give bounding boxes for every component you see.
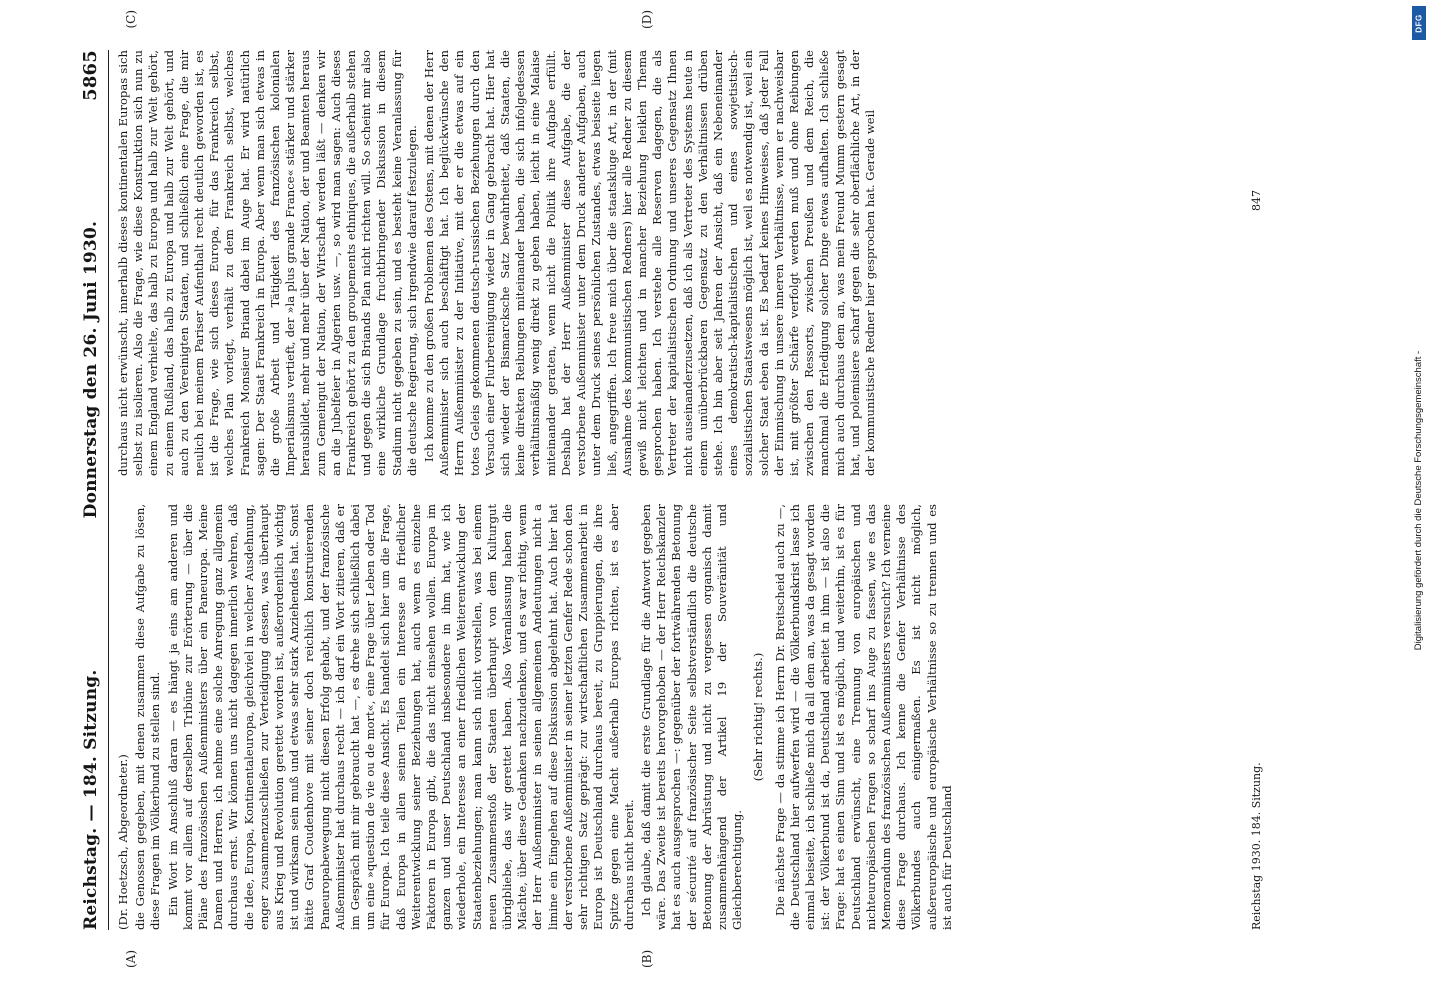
margin-marker-d: (D): [640, 10, 654, 29]
header-page-number: 5865: [80, 50, 101, 101]
speaker-line: (Dr. Hoetzsch, Abgeordneter.): [116, 754, 130, 930]
header-session: Reichstag. — 184. Sitzung.: [81, 669, 101, 930]
footer-page-number: 847: [1250, 190, 1263, 211]
margin-marker-c: (C): [124, 10, 138, 29]
margin-marker-a: (A): [124, 949, 138, 968]
digitization-credit: [1404, 0, 1434, 1000]
page-footer: [1250, 50, 1270, 930]
paragraph: durchaus nicht erwünscht, innerhalb dieses kontinentalen Europas sich selbst zu isolieren. Also die Frage, wie diese Konstruktion sich nun zu einem England verhielte, das halb zu Europa und halb zur Welt gehört, zu einem Rußland, das halb zu Europa und halb zur Welt gehört, und auch zu den Vereinigten Staaten, und schließlich eine Frage, die mir neulich bei meinem Pariser Aufenthalt recht deutlich geworden ist, es ist die Frage, wie sich dieses Europa, für das Frankreich selbst, welches Plan vorlegt, verhält zu dem Frankreich selbst, welches Frankreich Monsieur Briand dabei im Auge hat. Er wird natürlich sagen: Der Staat Frankreich in Europa. Aber wenn man sich etwas in die große Arbeit und Tätigkeit des französischen kolonialen Imperialismus vertieft, der »la plus grande France« stärker und stärker herausbildet, mehr und mehr über der Nation, der und Beamten heraus zum Gemeingut der Nation, der Wirtschaft werden läßt — denken wir an die Jubelfeier in Algerien usw. —, so wird man sagen: Auch dieses Frankreich gehört zu den groupements ethniques, die außerhalb stehen und gegen die sich Briands Plan nicht richten will. So scheint mir also eine wirkliche Grundlage fruchtbringender Diskussion in diesem Stadium nicht gegeben zu sein, und es besteht keine Veranlassung für die deutsche Regierung, sich irgendwie darauf festzulegen.: [116, 50, 419, 476]
page-header: [80, 50, 109, 930]
paragraph: Ich glaube, daß damit die erste Grundlage für die Antwort gegeben wäre. Das Zweite ist bereits hervorgehoben — der Herr Reichskanzler hat es auch ausgesprochen —: gegenüber der fortwährenden Betonung der sécurité auf französischer Seite selbstverständlich die deutsche Betonung der Abrüstung und nicht zu vergessen organisch damit zusammenhängend der Artikel 19 der Souveränität und Gleichberechtigung.: [638, 504, 745, 930]
header-date: Donnerstag den 26. Juni 1930.: [81, 220, 101, 519]
credit-text: Digitalisierung gefördert durch die Deutsche Forschungsgemeinschaft -: [1413, 350, 1425, 650]
dfg-logo-text: DFG: [1414, 13, 1424, 33]
footer-session: Reichstag 1930. 184. Sitzung.: [1250, 762, 1263, 930]
paragraph: Die nächste Frage — da stimme ich Herrn Dr. Breitscheid auch zu —, die Deutschland hier aufwerfen wird — die Völkerbundskrist lasse ich einmal beiseite, ich schließe mich da all dem an, was da gesagt worden ist: der Völkerbund ist da, Deutschland arbeitet in ihm — ist also die Frage: hat es einen Sinn und ist es möglich, und weiterhin, ist es für Deutschland erwünscht, eine Trennung von europäischen und nichteuropäischen Fragen so scharf ins Auge zu fassen, wie es das Memorandum des französischen Außenministers versucht? Ich verneine diese Frage durchaus. Ich kenne die Genfer Verhältnisse des Völkerbundes auch einigermaßen. Es ist nicht möglich, außereuropäische und europäische Verhältnisse so zu trennen und es ist auch für Deutschland: [772, 504, 954, 930]
text-columns: [116, 50, 1246, 930]
margin-marker-b: (B): [640, 949, 654, 968]
interjection: (Sehr richtig! rechts.): [751, 652, 766, 782]
page-content: [80, 10, 1280, 968]
dfg-logo: [1412, 6, 1426, 40]
paragraph: Ich komme zu den großen Problemen des Ostens, mit denen der Herr Außenminister sich auch beschäftigt hat. Ich beglückwünsche den Herrn Außenminister zu der Initiative, mit der er die etwas auf ein totes Geleis gekommenen deutsch-russischen Beziehungen durch den Versuch einer Flurbereinigung wieder in Gang gebracht hat. Hier hat sich wieder der Bismarcksche Satz bewahrheitet, daß Staaten, die keine direkten Reibungen miteinander haben, die sich infolgedessen verhältnismäßig wenig direkt zu geben haben, leicht in eine Malaise miteinander geraten, wenn nicht die Politik ihre Aufgabe erfüllt. Deshalb hat der Herr Außenminister diese Aufgabe, die der verstorbene Außenminister unter dem Druck anderer Aufgaben, auch unter dem Druck seines persönlichen Zustandes, etwas beiseite liegen ließ, angegriffen. Ich freue mich über die staatskluge Art, in der (mit Ausnahme des kommunistischen Redners) hier alle Redner zu diesem gewiß nicht leichten und in mancher Beziehung heiklen Thema gesprochen haben. Ich verstehe alle Reserven dagegen, die als Vertreter der kapitalistischen Ordnung und unseres Gegensatz Ihnen nicht auseinanderzusetzen, daß ich als Vertreter des Systems heute in einem unüberbrückbaren Gegensatz zu den Verhältnissen drüben stehe. Ich bin aber seit Jahren der Ansicht, daß ein Nebeneinander eines demokratisch-kapitalistischen und eines sowjetistisch-sozialistischen Staatswesens möglich ist, weil es notwendig ist, weil ein solcher Staat eben da ist. Es bedarf keines Hinweises, daß jeder Fall der Einmischung in unsere inneren Verhältnisse, wenn er nachweisbar ist, mit größter Schärfe verfolgt werden muß und ohne Reibungen zwischen den Ressorts, zwischen Preußen und dem Reich, die manchmal die Erledigung solcher Dinge etwas aufhalten. Ich schließe mich auch durchaus dem an, was mein Freund Mumm gestern gesagt hat, und polemisiere scharf gegen die sehr oberflächliche Art, in der der kommunistische Redner hier gesprochen hat. Gerade weil: [422, 50, 877, 476]
right-column: [116, 50, 1246, 476]
paragraph: Ein Wort im Anschluß daran — es hängt ja eins am anderen und kommt vor allem auf derselben Tribüne zur Erörterung — über die Pläne des französischen Außenministers über ein Paneuropa. Meine Damen und Herren, ich nehme eine solche Anregung ganz allgemein durchaus ernst. Wir können uns nicht dagegen innerlich wehren, daß die Idee, Europa, Kontinentaleuropa, gleichviel in welcher Ausdehnung, enger zusammenzuschließen zur Verteidigung dessen, was überhaupt aus Krieg und Revolution gerettet worden ist, außerordentlich wichtig ist und wirksam sein muß und etwas sehr stark Anziehendes hat. Sonst hätte Graf Coudenhove mit seiner doch reichlich konstruierenden Paneuropabewegung nicht diesen Erfolg gehabt, und der französische Außenminister hat durchaus recht — ich darf ein Wort zitieren, daß er im Gespräch mit mir gebraucht hat —, es drehe sich schließlich dabei um eine »question de vie ou de mort«, eine Frage über Leben oder Tod für Europa. Ich teile diese Ansicht. Es handelt sich hier um die Frage, daß Europa in allen seinen Teilen ein Interesse an friedlicher Weiterentwicklung seiner Beziehungen hat, auch wenn es einzelne Faktoren in Europa gibt, die das nicht einsehen wollen. Europa im ganzen und unser Deutschland insbesondere in ihm hat, wie ich wiederhole, ein Interesse an einer friedlichen Weiterentwicklung der Staatenbeziehungen; man kann sich nicht vorstellen, was bei einem neuen Zusammenstoß der Staaten überhaupt von dem Kulturgut übrigbliebe, das wir gerettet haben. Also Veranlassung haben die Mächte, über diese Gedanken nachzudenken, und es war richtig, wenn der Herr Außenminister in seinen allgemeinen Andeutungen nicht a limine ein Eingehen auf diese Diskussion abgelehnt hat. Auch hier hat der verstorbene Außenminister in seiner letzten Genfer Rede schon den sehr richtigen Satz geprägt: zur wirtschaftlichen Zusammenarbeit in Europa ist Deutschland durchaus bereit, zu Gruppierungen, die ihre Spitze gegen eine Macht außerhalb Europas richten, ist es aber durchaus nicht bereit.: [165, 504, 636, 930]
left-column: [116, 504, 1246, 930]
paragraph: die Genossen gegeben, mit denen zusammen diese Aufgabe zu lösen, diese Fragen im Völkerbund zu stellen sind.: [133, 504, 163, 930]
